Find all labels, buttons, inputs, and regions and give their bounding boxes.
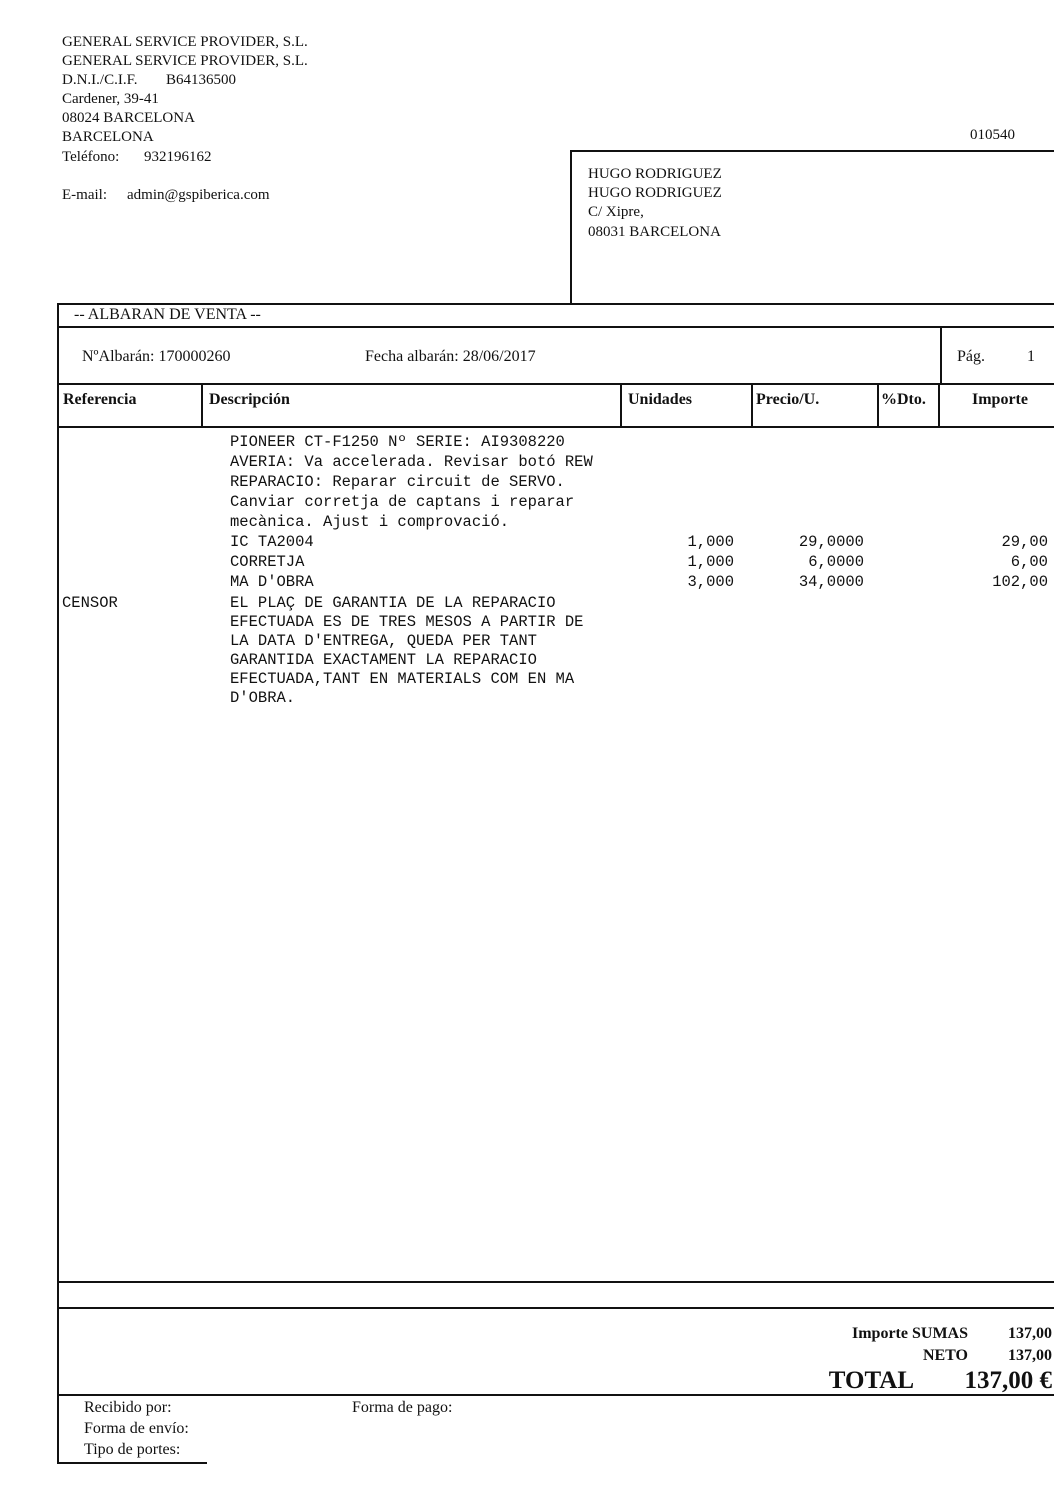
header-top-rule [57,383,1054,385]
col-divider-1 [201,383,203,427]
company-name-2: GENERAL SERVICE PROVIDER, S.L. [62,53,308,69]
client-name-2: HUGO RODRIGUEZ [588,185,722,201]
guarantee-reference: CENSOR [62,594,118,612]
albaran-number: NºAlbarán: 170000260 [82,348,231,365]
document-number: 010540 [970,127,1015,143]
company-city-zip: 08024 BARCELONA [62,110,195,126]
company-street: Cardener, 39-41 [62,91,159,107]
payment-label: Forma de pago: [352,1399,453,1416]
total-value: 137,00 € [964,1367,1052,1394]
description-line: AVERIA: Va accelerada. Revisar botó REW [230,453,593,471]
item-description: CORRETJA [230,553,305,571]
header-bottom-rule [57,426,1054,428]
col-precio: Precio/U. [756,391,820,408]
neto-value: 137,00 [1008,1347,1052,1364]
guarantee-line: EFECTUADA,TANT EN MATERIALS COM EN MA [230,670,575,688]
page-label: Pág. [957,348,985,365]
col-divider-3 [751,383,753,427]
item-price: 34,0000 [798,573,864,591]
item-description: IC TA2004 [230,533,314,551]
col-descuento: %Dto. [881,391,926,408]
client-city: 08031 BARCELONA [588,224,721,240]
description-line: Canviar corretja de captans i reparar [230,493,575,511]
item-amount: 29,00 [1001,533,1048,551]
company-name: GENERAL SERVICE PROVIDER, S.L. [62,34,308,50]
guarantee-line: D'OBRA. [230,689,296,707]
col-importe: Importe [972,391,1028,408]
freight-label: Tipo de portes: [84,1441,181,1458]
company-cif: B64136500 [166,72,237,88]
page-number: 1 [1027,348,1035,365]
company-phone-label: Teléfono: [62,149,120,165]
neto-label: NETO [922,1347,968,1364]
page-divider [940,326,942,384]
item-units: 3,000 [687,573,734,591]
received-by-label: Recibido por: [84,1399,172,1416]
client-box-top [571,150,1054,152]
col-unidades: Unidades [628,391,693,408]
item-description: MA D'OBRA [230,573,314,591]
left-border [57,303,59,1463]
item-amount: 102,00 [992,573,1048,591]
description-line: REPARACIO: Reparar circuit de SERVO. [230,473,565,491]
guarantee-line: EFECTUADA ES DE TRES MESOS A PARTIR DE [230,613,584,631]
col-divider-4 [877,383,879,427]
client-name: HUGO RODRIGUEZ [588,166,722,182]
footer-top-rule [57,1394,1054,1396]
totals-top-rule [57,1307,1054,1309]
sumas-label: Importe SUMAS [852,1325,968,1342]
item-price: 29,0000 [798,533,864,551]
total-label: TOTAL [828,1367,914,1394]
col-divider-2 [620,383,622,427]
guarantee-line: GARANTIDA EXACTAMENT LA REPARACIO [230,651,537,669]
footer-bottom-rule [57,1462,207,1464]
description-line: PIONEER CT-F1250 Nº SERIE: AI9308220 [230,433,565,451]
item-amount: 6,00 [1010,553,1048,571]
albaran-date: Fecha albarán: 28/06/2017 [365,348,536,365]
description-line: mecànica. Ajust i comprovació. [230,513,510,531]
company-cif-label: D.N.I./C.I.F. [62,72,138,88]
col-descripcion: Descripción [209,391,290,408]
doc-type-top-rule [57,303,1054,305]
company-phone: 932196162 [144,149,212,165]
item-units: 1,000 [687,533,734,551]
company-province: BARCELONA [62,129,154,145]
client-box-left [570,150,572,304]
col-referencia: Referencia [63,391,137,408]
sumas-value: 137,00 [1008,1325,1052,1342]
guarantee-line: LA DATA D'ENTREGA, QUEDA PER TANT [230,632,537,650]
doc-type-bottom-rule [57,326,1054,328]
company-email-label: E-mail: [62,187,107,203]
guarantee-line: EL PLAÇ DE GARANTIA DE LA REPARACIO [230,594,556,612]
col-divider-5 [938,383,940,427]
item-units: 1,000 [687,553,734,571]
body-bottom-rule [57,1281,1054,1283]
company-email: admin@gspiberica.com [127,187,270,203]
client-street: C/ Xipre, [588,204,644,220]
item-price: 6,0000 [808,553,864,571]
shipping-label: Forma de envío: [84,1420,189,1437]
document-type: -- ALBARAN DE VENTA -- [74,306,261,323]
